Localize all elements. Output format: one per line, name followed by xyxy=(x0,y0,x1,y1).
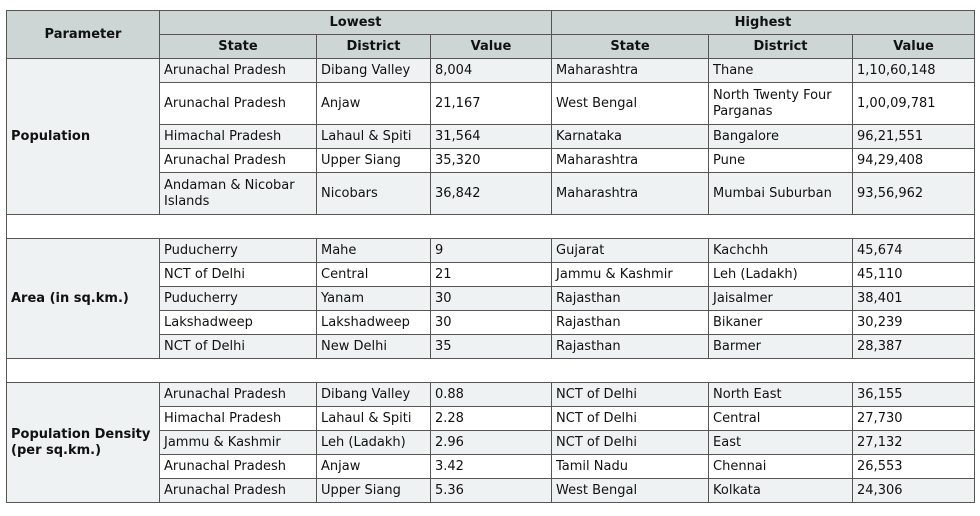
lowest-value-cell: 21,167 xyxy=(431,83,552,125)
lowest-state-cell: Himachal Pradesh xyxy=(160,407,317,431)
lowest-value-cell: 8,004 xyxy=(431,59,552,83)
lowest-value-cell: 35 xyxy=(431,335,552,359)
highest-state-cell: Tamil Nadu xyxy=(552,455,709,479)
separator-row xyxy=(7,215,975,239)
highest-district-cell: Central xyxy=(709,407,853,431)
highest-state-cell: Rajasthan xyxy=(552,287,709,311)
lowest-state-cell: Lakshadweep xyxy=(160,311,317,335)
highest-district-cell: Bikaner xyxy=(709,311,853,335)
header-highest: Highest xyxy=(552,11,975,35)
lowest-state-cell: Arunachal Pradesh xyxy=(160,479,317,503)
lowest-district-cell: Dibang Valley xyxy=(317,59,431,83)
highest-state-cell: Gujarat xyxy=(552,239,709,263)
lowest-state-cell: NCT of Delhi xyxy=(160,263,317,287)
highest-state-cell: Rajasthan xyxy=(552,311,709,335)
highest-district-cell: Bangalore xyxy=(709,125,853,149)
highest-state-cell: West Bengal xyxy=(552,83,709,125)
highest-value-cell: 27,132 xyxy=(853,431,975,455)
lowest-district-cell: Lahaul & Spiti xyxy=(317,407,431,431)
lowest-state-cell: Puducherry xyxy=(160,239,317,263)
lowest-district-cell: Dibang Valley xyxy=(317,383,431,407)
highest-state-cell: NCT of Delhi xyxy=(552,383,709,407)
lowest-value-cell: 3.42 xyxy=(431,455,552,479)
lowest-state-cell: Himachal Pradesh xyxy=(160,125,317,149)
separator-cell xyxy=(7,215,975,239)
highest-value-cell: 45,110 xyxy=(853,263,975,287)
highest-state-cell: Maharashtra xyxy=(552,59,709,83)
lowest-state-cell: Arunachal Pradesh xyxy=(160,383,317,407)
table-row xyxy=(7,383,975,407)
lowest-district-cell: Upper Siang xyxy=(317,479,431,503)
lowest-district-cell: Lakshadweep xyxy=(317,311,431,335)
lowest-state-cell: Arunachal Pradesh xyxy=(160,149,317,173)
lowest-value-cell: 30 xyxy=(431,311,552,335)
lowest-district-cell: Lahaul & Spiti xyxy=(317,125,431,149)
highest-value-cell: 96,21,551 xyxy=(853,125,975,149)
district-extremes-table xyxy=(6,10,975,503)
lowest-state-cell: Andaman & Nicobar Islands xyxy=(160,173,317,215)
lowest-district-cell: Mahe xyxy=(317,239,431,263)
lowest-state-cell: Arunachal Pradesh xyxy=(160,455,317,479)
highest-state-cell: NCT of Delhi xyxy=(552,407,709,431)
lowest-state-cell: Arunachal Pradesh xyxy=(160,83,317,125)
highest-state-cell: NCT of Delhi xyxy=(552,431,709,455)
highest-value-cell: 24,306 xyxy=(853,479,975,503)
header-row-top xyxy=(7,11,975,35)
parameter-label: Population xyxy=(7,59,160,215)
highest-district-cell: Pune xyxy=(709,149,853,173)
highest-value-cell: 45,674 xyxy=(853,239,975,263)
highest-value-cell: 1,10,60,148 xyxy=(853,59,975,83)
header-lowest: Lowest xyxy=(160,11,552,35)
highest-value-cell: 94,29,408 xyxy=(853,149,975,173)
highest-district-cell: East xyxy=(709,431,853,455)
highest-value-cell: 26,553 xyxy=(853,455,975,479)
lowest-state-cell: NCT of Delhi xyxy=(160,335,317,359)
highest-district-cell: North East xyxy=(709,383,853,407)
lowest-value-cell: 36,842 xyxy=(431,173,552,215)
highest-district-cell: Jaisalmer xyxy=(709,287,853,311)
header-highest-state: State xyxy=(552,35,709,59)
header-highest-district: District xyxy=(709,35,853,59)
table-wrapper xyxy=(6,10,975,503)
highest-value-cell: 38,401 xyxy=(853,287,975,311)
lowest-value-cell: 2.96 xyxy=(431,431,552,455)
highest-district-cell: Leh (Ladakh) xyxy=(709,263,853,287)
lowest-value-cell: 5.36 xyxy=(431,479,552,503)
highest-district-cell: Mumbai Suburban xyxy=(709,173,853,215)
table-body xyxy=(7,59,975,503)
highest-state-cell: West Bengal xyxy=(552,479,709,503)
lowest-state-cell: Arunachal Pradesh xyxy=(160,59,317,83)
lowest-district-cell: Leh (Ladakh) xyxy=(317,431,431,455)
highest-value-cell: 28,387 xyxy=(853,335,975,359)
highest-value-cell: 27,730 xyxy=(853,407,975,431)
lowest-district-cell: Anjaw xyxy=(317,83,431,125)
separator-cell xyxy=(7,359,975,383)
highest-value-cell: 1,00,09,781 xyxy=(853,83,975,125)
header-highest-value: Value xyxy=(853,35,975,59)
highest-state-cell: Maharashtra xyxy=(552,173,709,215)
lowest-value-cell: 9 xyxy=(431,239,552,263)
lowest-value-cell: 30 xyxy=(431,287,552,311)
lowest-district-cell: Nicobars xyxy=(317,173,431,215)
parameter-label: Population Density (per sq.km.) xyxy=(7,383,160,503)
highest-district-cell: Kolkata xyxy=(709,479,853,503)
lowest-value-cell: 2.28 xyxy=(431,407,552,431)
table-row xyxy=(7,59,975,83)
lowest-district-cell: Upper Siang xyxy=(317,149,431,173)
highest-state-cell: Karnataka xyxy=(552,125,709,149)
lowest-value-cell: 21 xyxy=(431,263,552,287)
header-lowest-state: State xyxy=(160,35,317,59)
highest-district-cell: Thane xyxy=(709,59,853,83)
lowest-district-cell: New Delhi xyxy=(317,335,431,359)
highest-district-cell: Chennai xyxy=(709,455,853,479)
parameter-label: Area (in sq.km.) xyxy=(7,239,160,359)
highest-district-cell: Barmer xyxy=(709,335,853,359)
header-lowest-value: Value xyxy=(431,35,552,59)
header-lowest-district: District xyxy=(317,35,431,59)
lowest-state-cell: Puducherry xyxy=(160,287,317,311)
header-parameter: Parameter xyxy=(7,11,160,59)
lowest-value-cell: 31,564 xyxy=(431,125,552,149)
highest-state-cell: Jammu & Kashmir xyxy=(552,263,709,287)
table-row xyxy=(7,239,975,263)
highest-value-cell: 36,155 xyxy=(853,383,975,407)
highest-state-cell: Maharashtra xyxy=(552,149,709,173)
highest-district-cell: North Twenty Four Parganas xyxy=(709,83,853,125)
lowest-district-cell: Yanam xyxy=(317,287,431,311)
lowest-district-cell: Anjaw xyxy=(317,455,431,479)
lowest-district-cell: Central xyxy=(317,263,431,287)
highest-district-cell: Kachchh xyxy=(709,239,853,263)
highest-state-cell: Rajasthan xyxy=(552,335,709,359)
highest-value-cell: 93,56,962 xyxy=(853,173,975,215)
highest-value-cell: 30,239 xyxy=(853,311,975,335)
lowest-state-cell: Jammu & Kashmir xyxy=(160,431,317,455)
separator-row xyxy=(7,359,975,383)
lowest-value-cell: 35,320 xyxy=(431,149,552,173)
lowest-value-cell: 0.88 xyxy=(431,383,552,407)
